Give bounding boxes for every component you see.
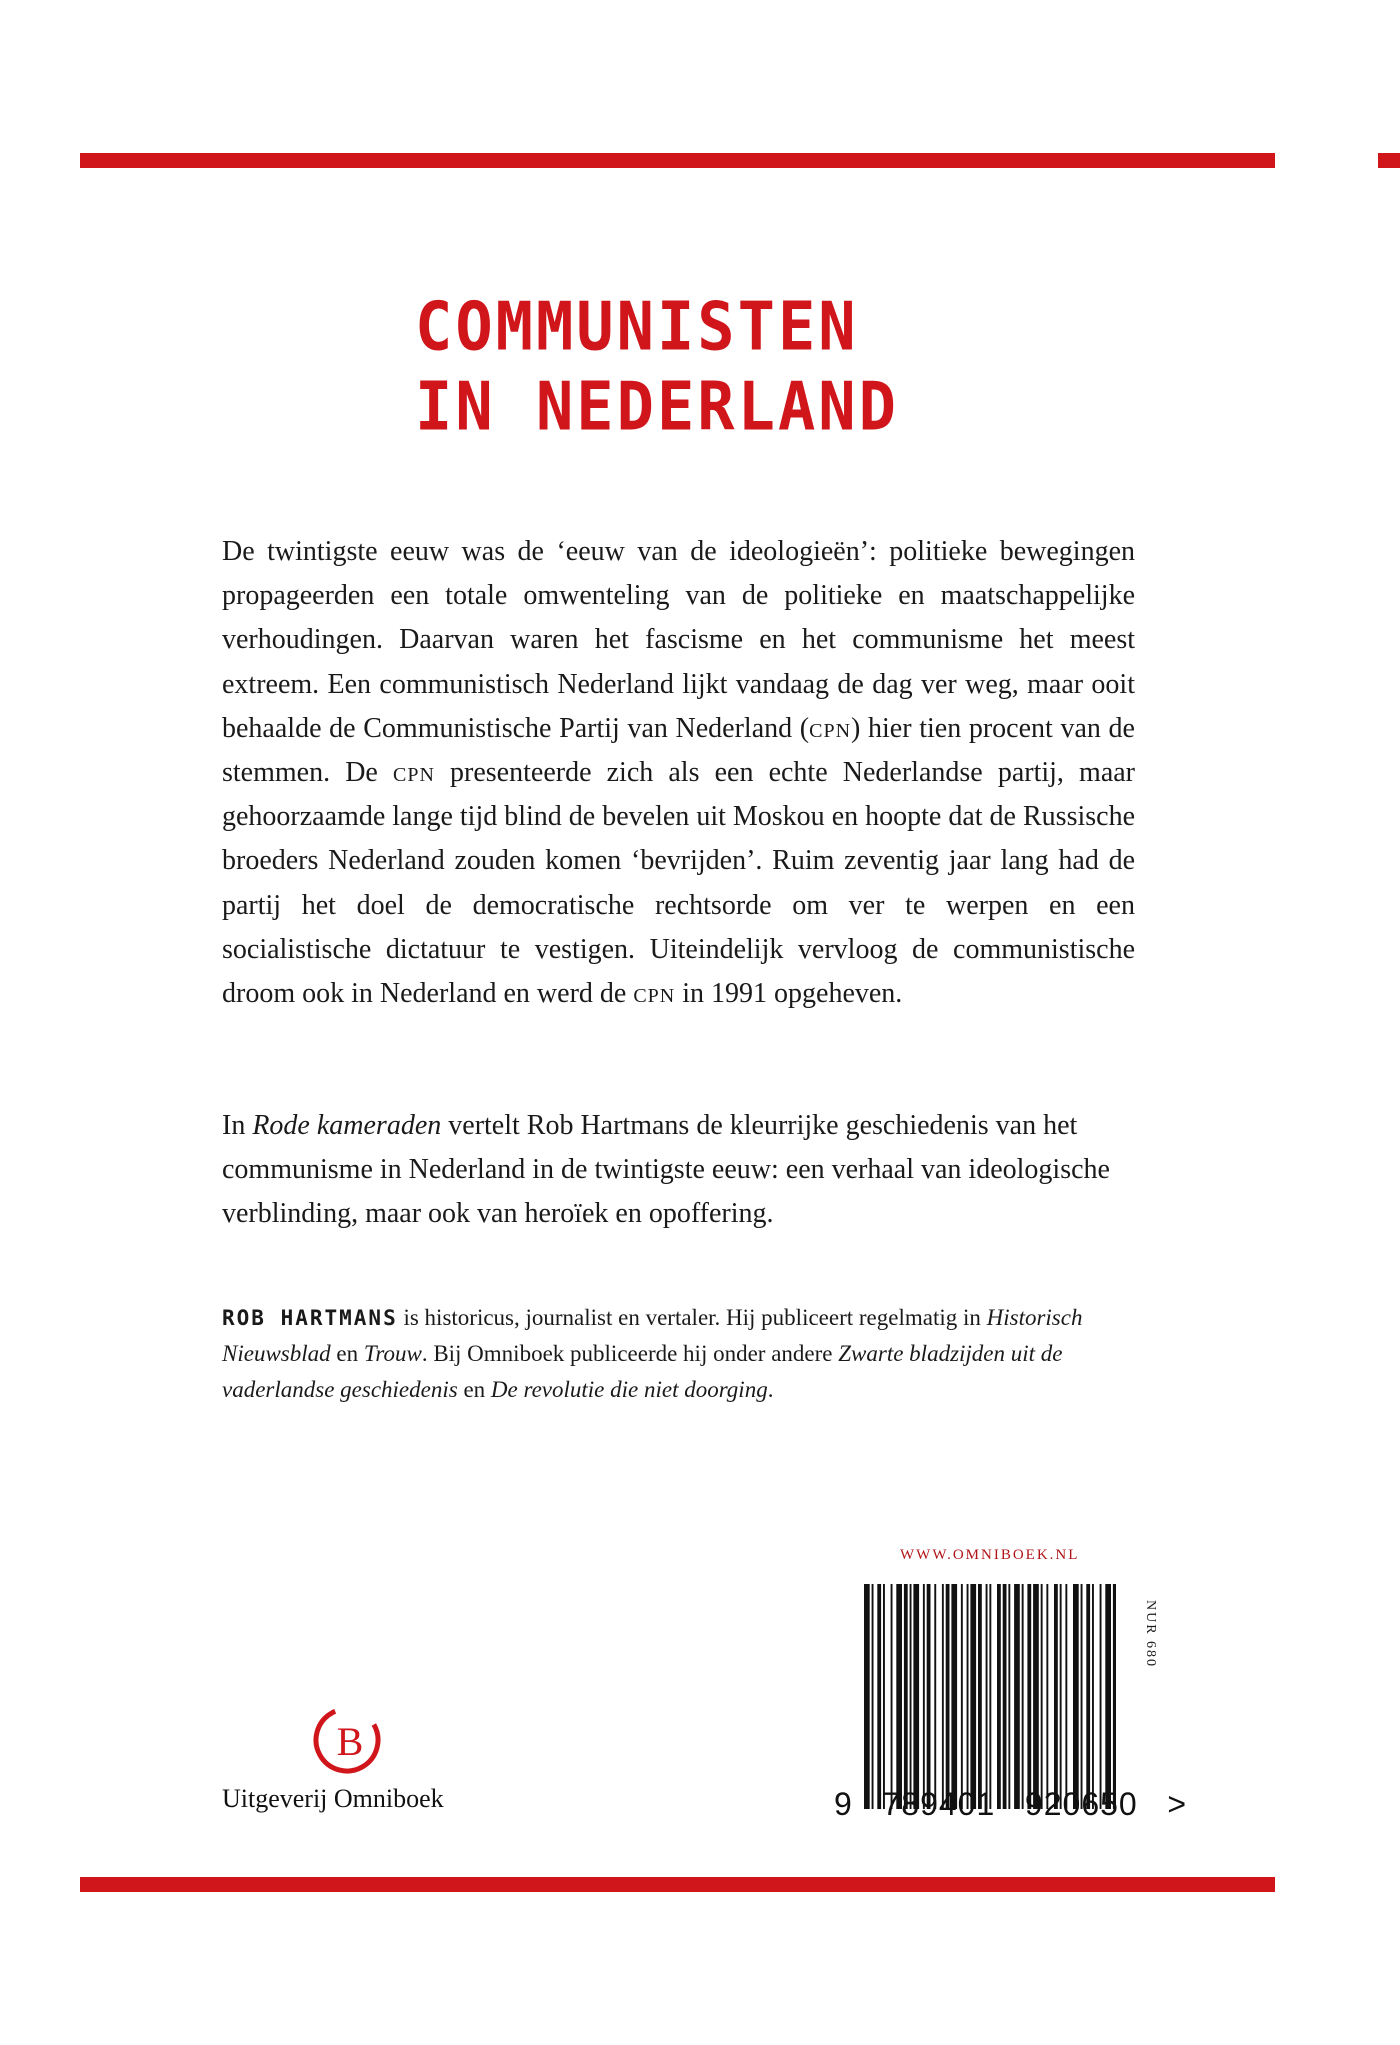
barcode-bar [997, 1584, 1001, 1809]
barcode-bar [872, 1584, 874, 1809]
barcode-bar [970, 1584, 976, 1809]
barcode-bar [1046, 1584, 1048, 1809]
omniboek-logo-icon [310, 1703, 385, 1778]
publication-title: Historisch Nieuwsblad [222, 1305, 1083, 1366]
blurb-text: in 1991 opgeheven. [675, 978, 903, 1010]
barcode-bar [1092, 1584, 1094, 1809]
isbn-barcode [864, 1584, 1116, 1809]
bottom-red-rule [80, 1877, 1275, 1892]
barcode-bar [910, 1584, 912, 1809]
barcode-bar [1060, 1584, 1062, 1809]
nur-code: NUR 680 [1143, 1600, 1158, 1669]
isbn-digits: 9 789401 920650 > [834, 1786, 1188, 1822]
bio-text: en [457, 1377, 491, 1402]
barcode-bar [904, 1584, 908, 1809]
book-title: De revolutie die niet doorging [490, 1377, 768, 1402]
bio-text: . Bij Omniboek publiceerde hij onder andere [421, 1341, 839, 1366]
barcode-bar [961, 1584, 963, 1809]
publisher-name: Uitgeverij Omniboek [222, 1784, 444, 1813]
barcode-bar [896, 1584, 902, 1809]
barcode-bar [1073, 1584, 1079, 1809]
bio-text: . [767, 1377, 774, 1402]
barcode-bar [967, 1584, 969, 1809]
barcode-bar [942, 1584, 944, 1809]
bio-text: en [330, 1341, 364, 1366]
blurb-paragraph-2 [222, 1104, 1135, 1237]
barcode-bar [864, 1584, 870, 1809]
barcode-bar [934, 1584, 936, 1809]
barcode-bar [986, 1584, 988, 1809]
barcode-bar [1022, 1584, 1024, 1809]
barcode-bar [1008, 1584, 1010, 1809]
barcode-bar [1065, 1584, 1067, 1809]
top-red-rule [80, 153, 1275, 168]
barcode-bar [946, 1584, 950, 1809]
cpn-abbreviation: cpn [633, 978, 676, 1010]
barcode-bar [1003, 1584, 1007, 1809]
publisher-website: WWW.OMNIBOEK.NL [900, 1547, 1080, 1563]
barcode-bar [1041, 1584, 1043, 1809]
barcode-bar [1086, 1584, 1090, 1809]
barcode-bar [978, 1584, 982, 1809]
logo-letter: B [336, 1719, 364, 1764]
blurb-text: vertelt Rob Hartmans de kleurrijke geschiedenis van het communisme in Nederland in de twintigste eeuw: een verhaal van ideologische verblinding, maar ook van heroïek en opoffering. [222, 1110, 1110, 1230]
blurb-text: De twintigste eeuw was de ‘eeuw van de ideologieën’: politieke bewegingen propageerden een totale omwenteling van de politieke en maatschappelijke verhoudingen. Daarvan waren het fascisme en het communisme het meest extreem. Een communistisch Nederland lijkt vandaag de dag ver weg, maar ooit behaalde de Communistische Partij van Nederland ( [222, 536, 1135, 744]
barcode-bar [1081, 1584, 1083, 1809]
cpn-abbreviation: cpn [393, 757, 435, 789]
book-title: Rode kameraden [252, 1110, 442, 1141]
barcode-bar [1033, 1584, 1039, 1809]
blurb-text: In [222, 1110, 253, 1141]
barcode-bar [913, 1584, 919, 1809]
barcode-bar [989, 1584, 991, 1809]
headline-line-1: COMMUNISTEN [415, 287, 859, 366]
barcode-bar [1054, 1584, 1058, 1809]
barcode-bar [1105, 1584, 1111, 1809]
barcode-bar [1100, 1584, 1102, 1809]
book-title: Zwarte bladzijden uit de vaderlandse geschiedenis [222, 1341, 1063, 1402]
cpn-abbreviation: cpn [809, 712, 852, 744]
barcode-bar [883, 1584, 885, 1809]
blurb-paragraph-1 [222, 530, 1135, 1016]
barcode-bar [923, 1584, 925, 1809]
barcode-bar [877, 1584, 881, 1809]
barcode-bar [927, 1584, 931, 1809]
barcode-bar [1113, 1584, 1116, 1809]
headline-line-2: IN NEDERLAND [415, 367, 899, 446]
barcode-bar [1014, 1584, 1020, 1809]
blurb-text: ) hier tien procent van de stemmen. De [222, 712, 1135, 789]
author-name: ROB HARTMANS [222, 1306, 398, 1330]
barcode-bar [891, 1584, 893, 1809]
bio-text: is historicus, journalist en vertaler. Hij publiceert regelmatig in [397, 1305, 987, 1330]
publication-title: Trouw [363, 1341, 422, 1366]
barcode-bar [1027, 1584, 1031, 1809]
author-bio [222, 1300, 1135, 1408]
right-red-rule-stub [1378, 153, 1400, 168]
blurb-text: presenteerde zich als een echte Nederlandse partij, maar gehoorzaamde lange tijd blind de bevelen uit Moskou en hoopte dat de Russische broeders Nederland zouden komen ‘bevrijden’. Ruim zeventig jaar lang had de partij het doel de democratische rechtsorde om ver te werpen en een socialistische dictatuur te vestigen. Uiteindelijk vervloog de communistische droom ook in Nederland en werd de [222, 757, 1135, 1010]
barcode-bar [951, 1584, 957, 1809]
